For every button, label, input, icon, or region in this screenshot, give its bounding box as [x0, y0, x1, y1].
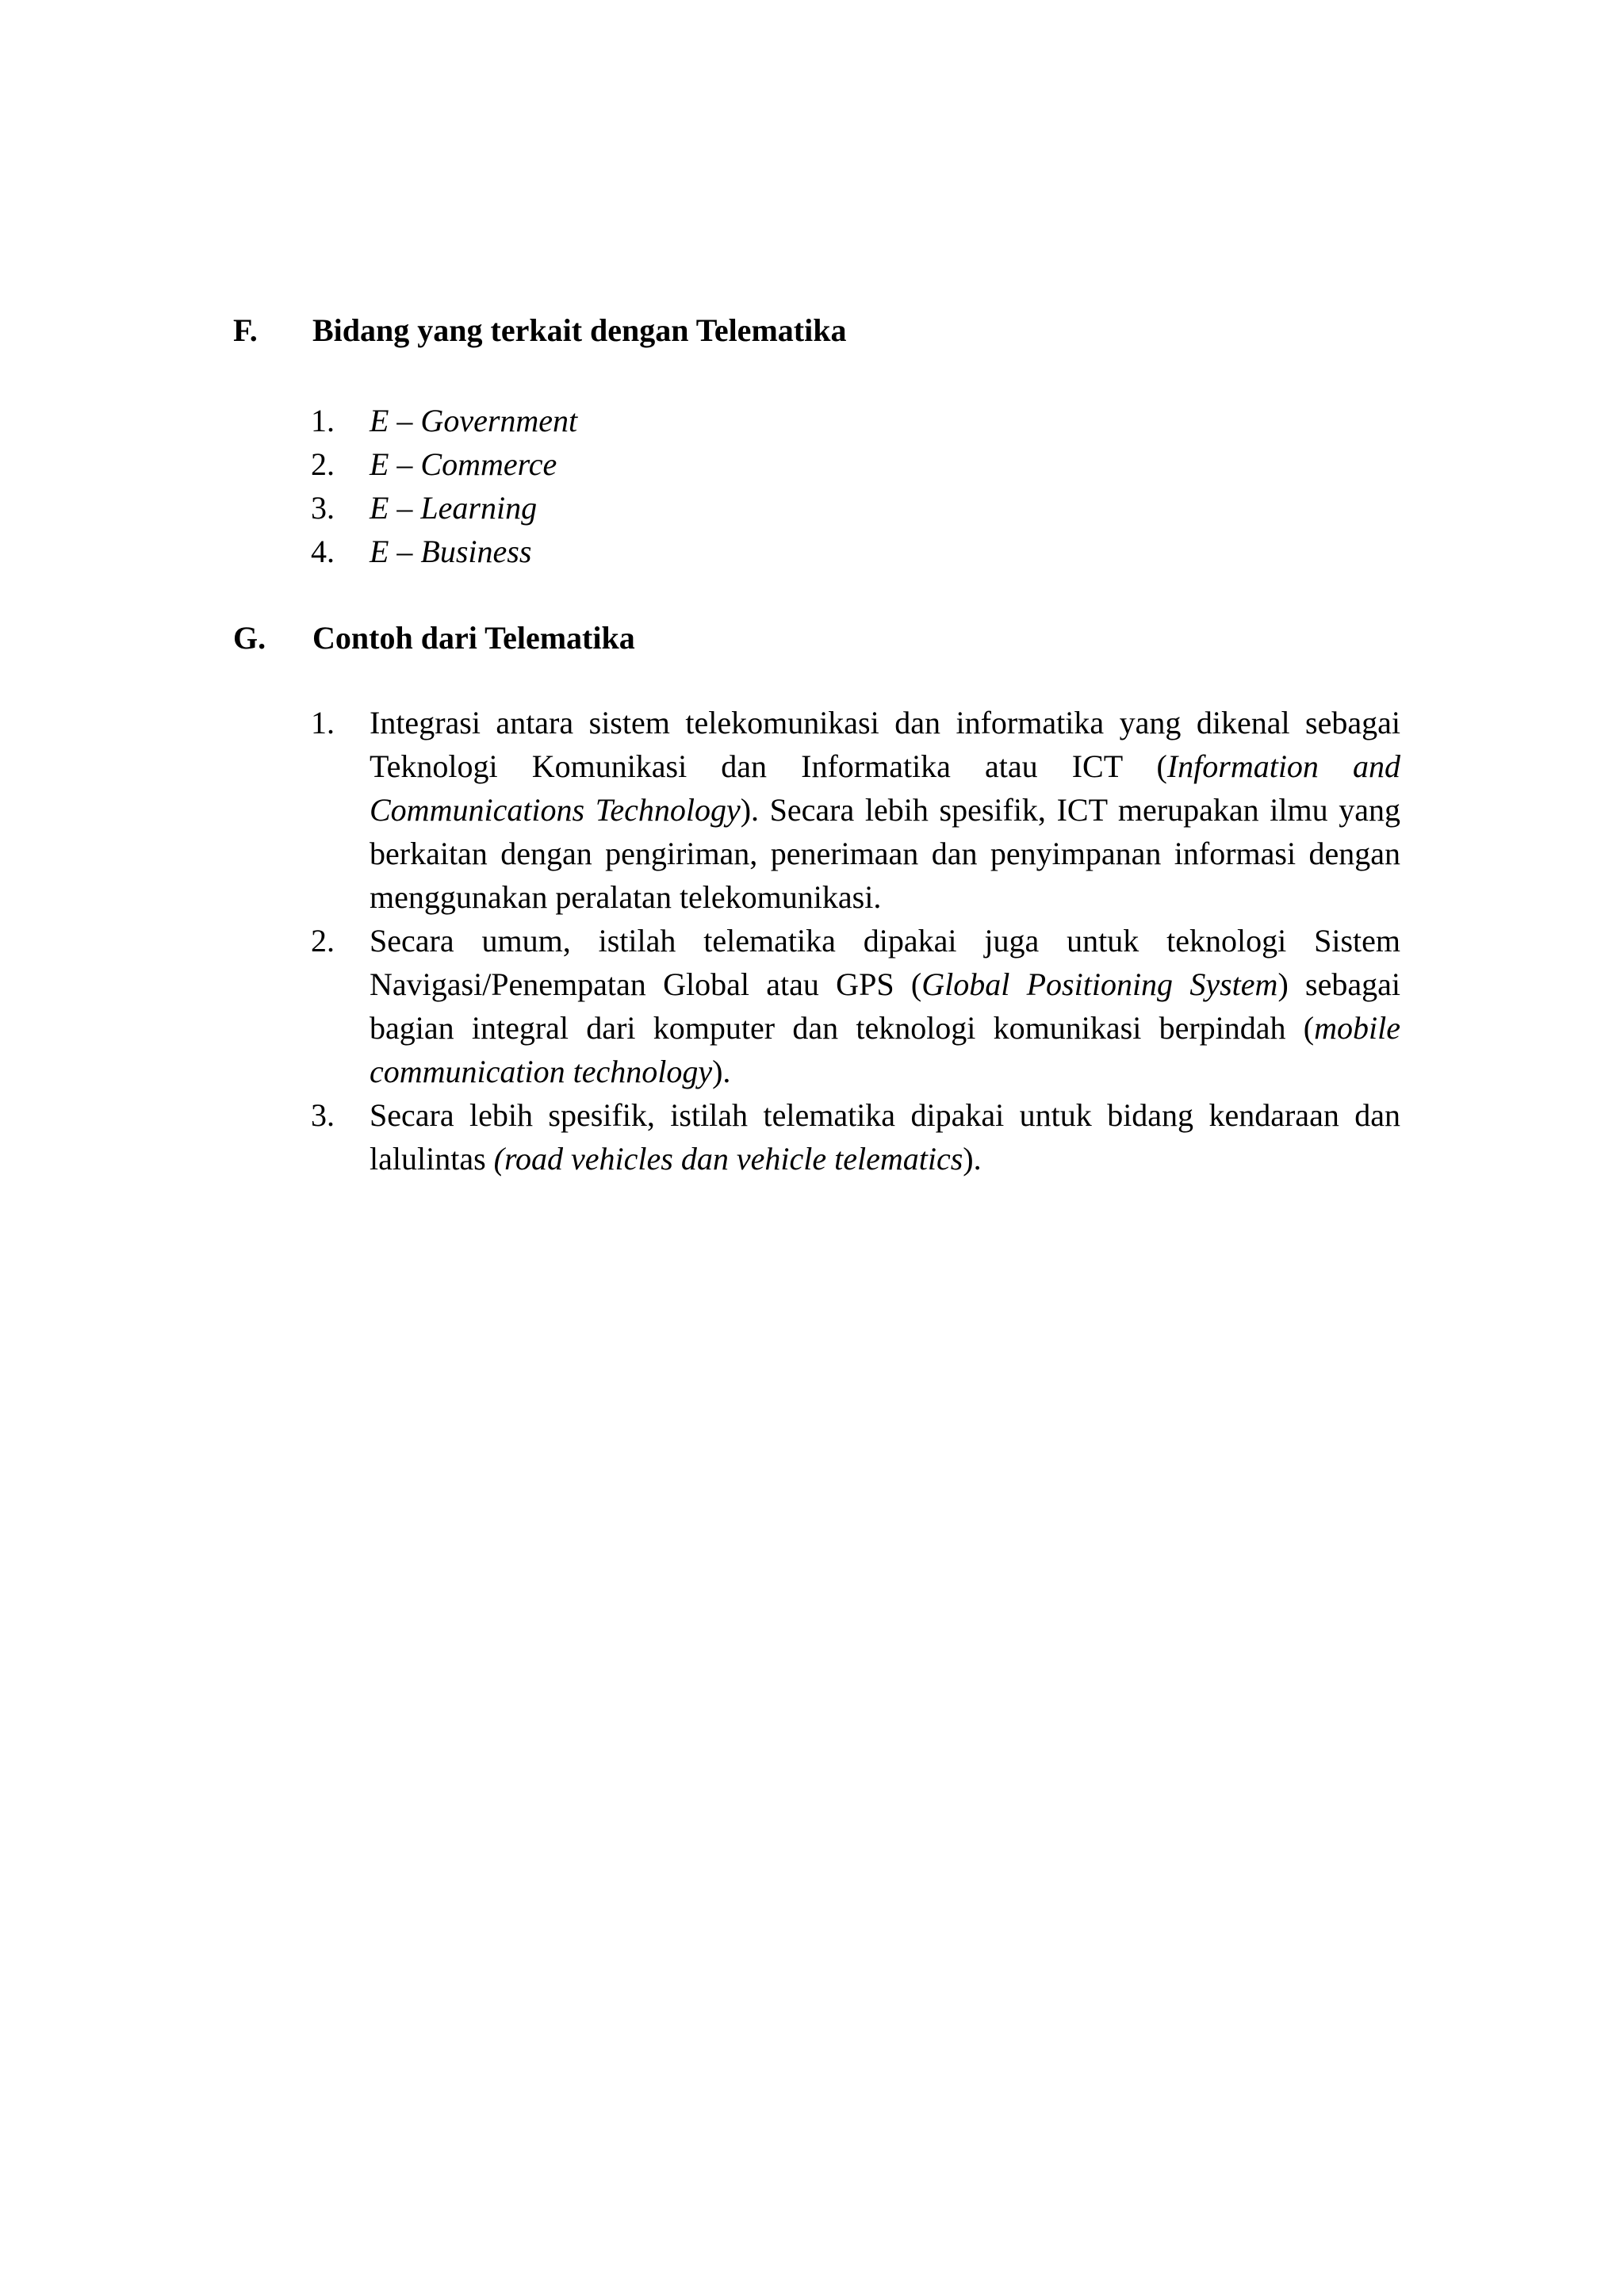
text-run: ). [712, 1054, 731, 1089]
italic-term: mobile communication technology [370, 1010, 1400, 1089]
section-letter: G. [233, 620, 266, 656]
section-letter: F. [233, 312, 258, 348]
text-run: Integrasi antara sistem telekomunikasi dan informatika yang dikenal sebagai Teknologi Komunikasi dan Informatika atau ICT ( [370, 705, 1400, 784]
list-number: 2. [311, 923, 335, 959]
list-number: 4. [311, 534, 335, 569]
list-number: 1. [311, 705, 335, 740]
list-item [311, 399, 577, 442]
text-run: Secara lebih spesifik, istilah telematika dipakai untuk bidang kendaraan dan lalulintas [370, 1097, 1400, 1177]
paragraph-text [370, 923, 1400, 1089]
text-run: ). [963, 1141, 982, 1177]
text-run: ) sebagai bagian integral dari komputer dan teknologi komunikasi berpindah ( [370, 966, 1401, 1046]
list-item-text: E – Commerce [370, 446, 557, 482]
section-title: Contoh dari Telematika [312, 620, 635, 656]
list-number: 3. [311, 1097, 335, 1133]
list-item [311, 701, 1400, 919]
telematics-fields-list [311, 399, 577, 573]
telematics-examples-list [311, 701, 1400, 1181]
section-title: Bidang yang terkait dengan Telematika [312, 312, 847, 348]
list-item [311, 1093, 1400, 1181]
paragraph-text [370, 705, 1400, 915]
italic-term: Global Positioning System [921, 966, 1278, 1002]
list-item [311, 486, 577, 530]
list-number: 3. [311, 490, 335, 526]
paragraph-text [370, 1097, 1400, 1177]
list-item [311, 919, 1400, 1093]
text-run: Secara umum, istilah telematika dipakai juga untuk teknologi Sistem Navigasi/Penempatan Global atau GPS ( [370, 923, 1400, 1002]
list-item [311, 530, 577, 573]
italic-term: Information and Communications Technology [370, 748, 1400, 828]
list-number: 1. [311, 403, 335, 438]
italic-term: (road vehicles dan vehicle telematics [493, 1141, 963, 1177]
list-item [311, 442, 577, 486]
list-number: 2. [311, 446, 335, 482]
list-item-text: E – Business [370, 534, 532, 569]
list-item-text: E – Learning [370, 490, 538, 526]
text-run: ). Secara lebih spesifik, ICT merupakan ilmu yang berkaitan dengan pengiriman, penerimaan dan penyimpanan informasi dengan menggunakan peralatan telekomunikasi. [370, 792, 1400, 915]
list-item-text: E – Government [370, 403, 578, 438]
